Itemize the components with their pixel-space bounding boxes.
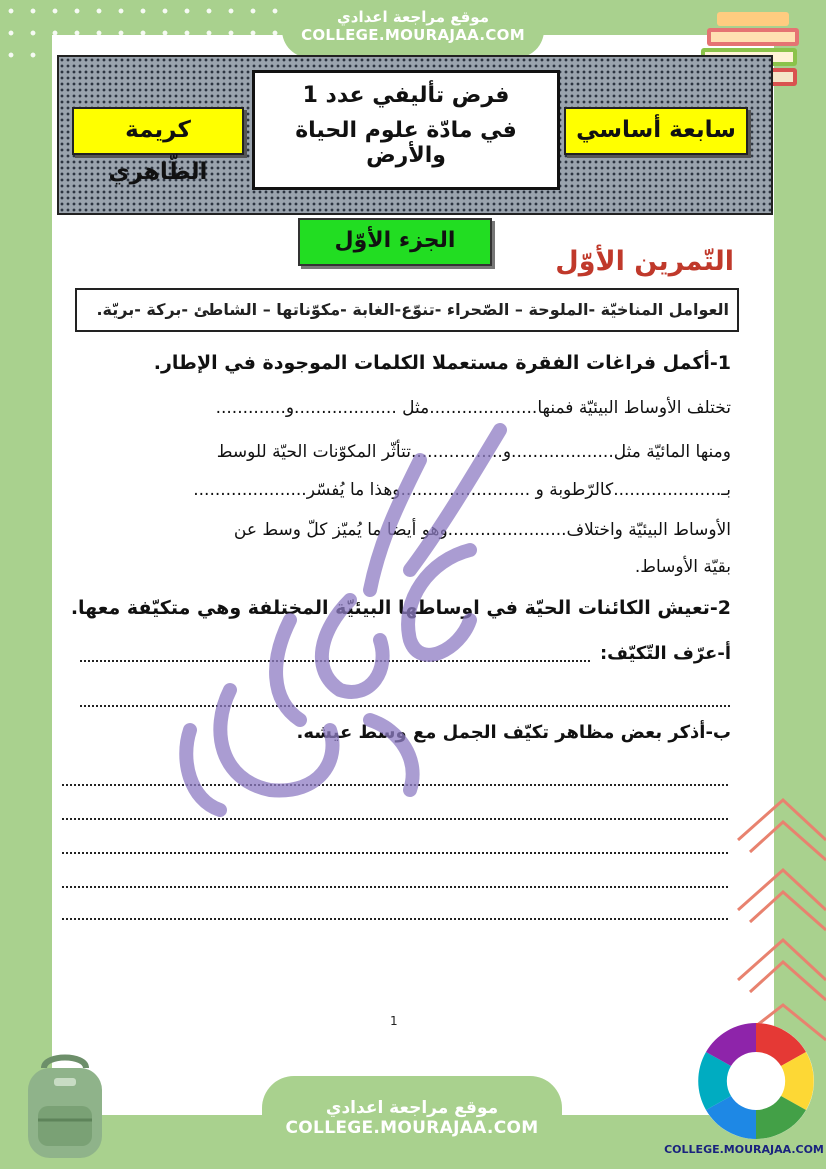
site-domain: COLLEGE.MOURAJAA.COM [301,26,525,44]
q1-line-5: بقيّة الأوساط. [634,557,731,577]
q1-line-2: ومنها المائيّة مثل...................و.................تتأثّر المكوّنات الحيّة للوسط [216,442,731,462]
site-domain: COLLEGE.MOURAJAA.COM [285,1118,539,1138]
question-2b: ب-أذكر بعض مظاهر تكيّف الجمل مع وسط عيشه. [296,722,731,743]
answer-line[interactable] [62,886,728,888]
answer-line[interactable] [62,918,728,920]
question-2-title: 2-تعيش الكائنات الحيّة في اوساطها البيئيّة المختلفة وهي متكيّفة معها. [70,597,731,619]
q1-line-4: الأوساط البيئيّة واختلاف......................وهو أيضا ما يُميّز كلّ وسط عن [233,520,731,540]
chevron-up-icon [728,790,826,1050]
exam-title-box [252,70,560,190]
exercise-title: التّمرين الأوّل [555,246,734,277]
site-name: موقع مراجعة اعدادي [337,8,489,26]
answer-line[interactable] [62,852,728,854]
exam-subject: في مادّة علوم الحياة والأرض [295,118,517,168]
question-1-title: 1-أكمل فراغات الفقرة مستعملا الكلمات الموجودة في الإطار. [153,352,731,374]
word-bank: العوامل المناخيّة -الملوحة – الصّحراء -تنوّع-الغابة -مكوّناتها – الشاطئ -بركة -بريّة. [75,288,739,332]
signature-watermark [170,400,530,820]
q1-line-1: تختلف الأوساط البيئيّة فمنها....................مثل ...................و............. [215,398,731,418]
site-banner-bottom[interactable] [262,1076,562,1169]
grade-label: سابعة أساسي [564,107,748,155]
teacher-name: كريمة الظّاهري [72,107,244,155]
education-circle-logo [695,1020,817,1142]
site-banner-top[interactable] [282,0,544,58]
logo-caption: COLLEGE.MOURAJAA.COM [664,1143,824,1156]
part-label: الجزء الأوّل [298,218,492,266]
site-name: موقع مراجعة اعدادي [325,1098,499,1118]
q1-line-3: بـ....................كالرّطوبة و ........................وهذا ما يُفسّر..................... [193,480,731,500]
question-2a: أ-عرّف التّكيّف: [599,643,731,664]
page-number: 1 [390,1014,398,1028]
exam-title: فرض تأليفي عدد 1 [302,83,510,108]
backpack-icon [14,1050,116,1162]
